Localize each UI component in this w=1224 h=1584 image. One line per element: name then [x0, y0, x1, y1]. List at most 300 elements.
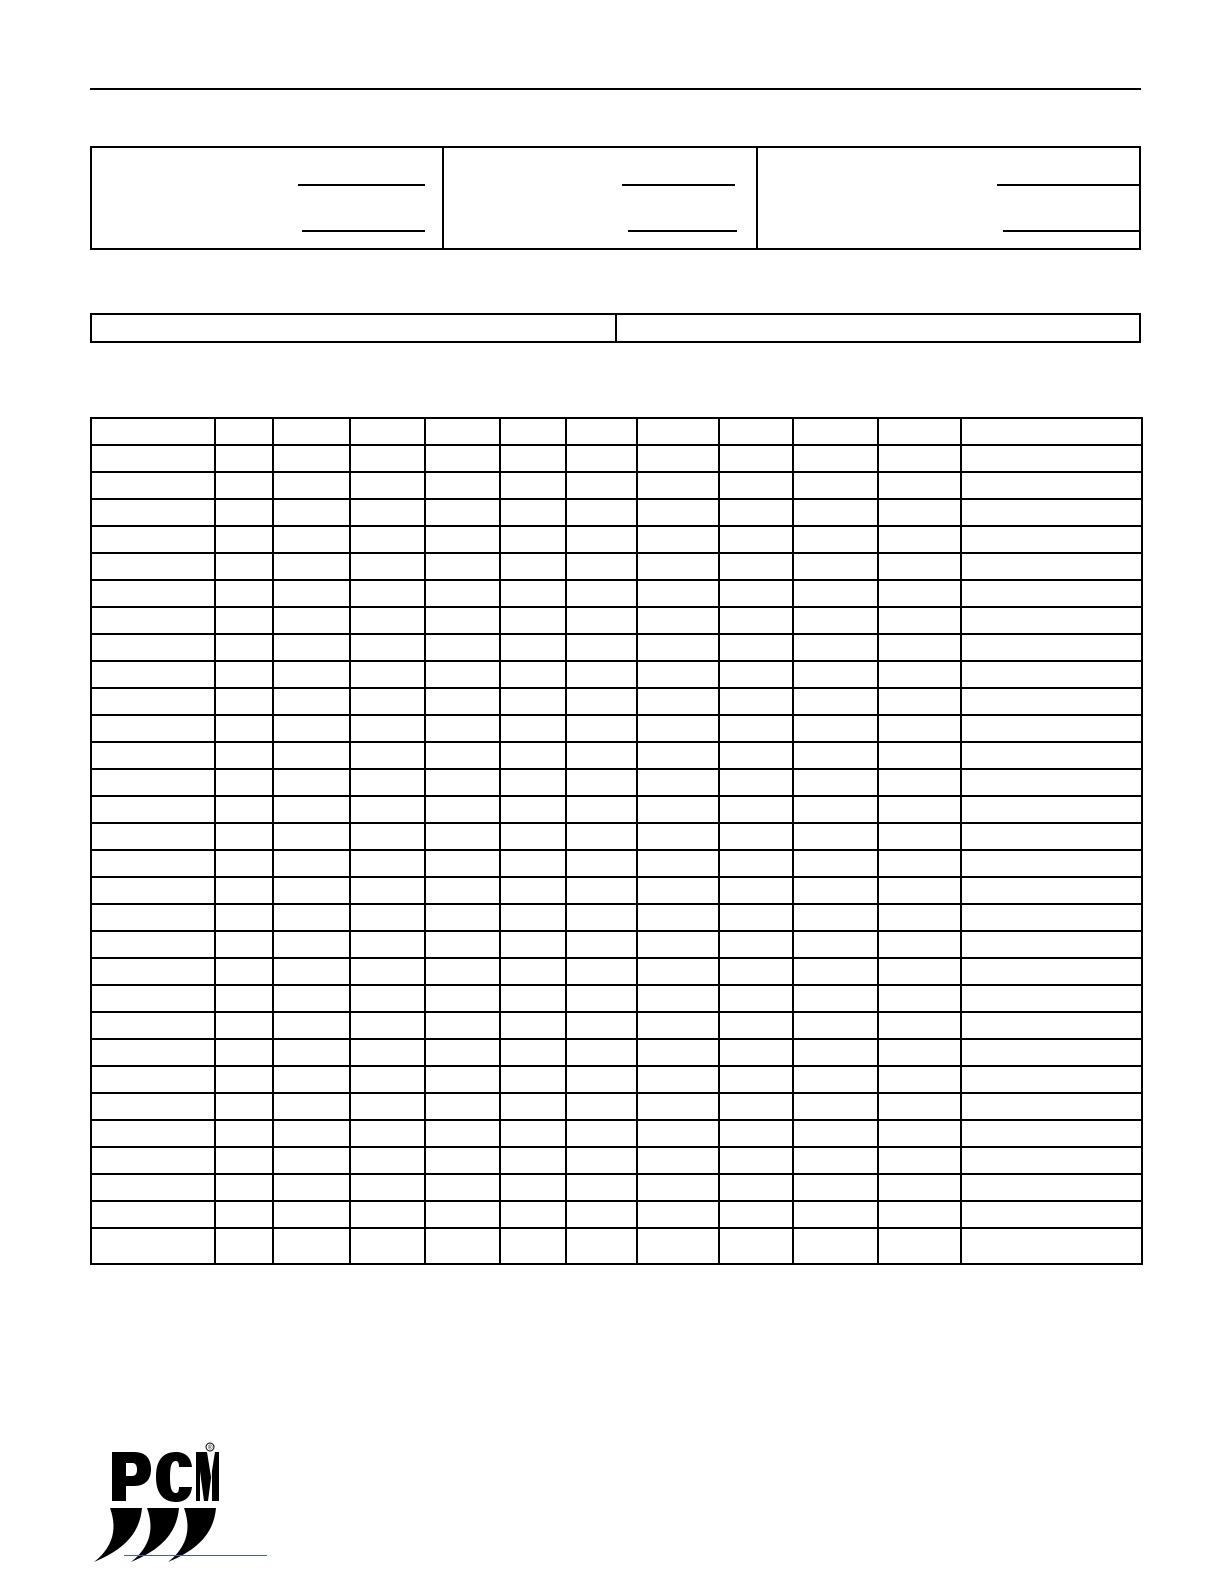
- table-cell[interactable]: [500, 634, 566, 661]
- table-cell[interactable]: [500, 1012, 566, 1039]
- table-cell[interactable]: [793, 958, 878, 985]
- table-cell[interactable]: [961, 742, 1142, 769]
- table-cell[interactable]: [961, 553, 1142, 580]
- table-cell[interactable]: [793, 1039, 878, 1066]
- table-cell[interactable]: [637, 445, 719, 472]
- table-cell[interactable]: [566, 1012, 637, 1039]
- table-cell[interactable]: [637, 688, 719, 715]
- table-cell[interactable]: [637, 1120, 719, 1147]
- table-cell[interactable]: [719, 931, 793, 958]
- table-cell[interactable]: [91, 1012, 215, 1039]
- table-cell[interactable]: [566, 1066, 637, 1093]
- table-cell[interactable]: [637, 1228, 719, 1264]
- table-cell[interactable]: [215, 1066, 273, 1093]
- table-cell[interactable]: [215, 1228, 273, 1264]
- table-cell[interactable]: [425, 904, 500, 931]
- table-cell[interactable]: [425, 1174, 500, 1201]
- table-cell[interactable]: [793, 1147, 878, 1174]
- table-cell[interactable]: [91, 1093, 215, 1120]
- table-cell[interactable]: [961, 1201, 1142, 1228]
- table-cell[interactable]: [566, 1120, 637, 1147]
- blank-field-2[interactable]: [302, 230, 425, 232]
- table-cell[interactable]: [91, 526, 215, 553]
- table-cell[interactable]: [637, 1201, 719, 1228]
- table-cell[interactable]: [91, 958, 215, 985]
- table-cell[interactable]: [637, 796, 719, 823]
- table-cell[interactable]: [350, 1066, 425, 1093]
- table-cell[interactable]: [961, 850, 1142, 877]
- table-cell[interactable]: [878, 472, 961, 499]
- table-cell[interactable]: [215, 850, 273, 877]
- table-cell[interactable]: [878, 418, 961, 445]
- table-cell[interactable]: [425, 1039, 500, 1066]
- table-cell[interactable]: [961, 769, 1142, 796]
- table-cell[interactable]: [91, 1228, 215, 1264]
- table-cell[interactable]: [793, 715, 878, 742]
- table-cell[interactable]: [878, 688, 961, 715]
- table-cell[interactable]: [91, 445, 215, 472]
- table-cell[interactable]: [566, 1174, 637, 1201]
- table-cell[interactable]: [425, 1066, 500, 1093]
- table-cell[interactable]: [425, 1228, 500, 1264]
- table-cell[interactable]: [425, 742, 500, 769]
- table-cell[interactable]: [793, 1012, 878, 1039]
- table-cell[interactable]: [425, 1147, 500, 1174]
- table-cell[interactable]: [566, 418, 637, 445]
- table-cell[interactable]: [793, 688, 878, 715]
- table-cell[interactable]: [566, 634, 637, 661]
- table-cell[interactable]: [215, 445, 273, 472]
- table-cell[interactable]: [350, 688, 425, 715]
- table-cell[interactable]: [215, 1201, 273, 1228]
- table-cell[interactable]: [215, 742, 273, 769]
- table-cell[interactable]: [719, 1066, 793, 1093]
- table-cell[interactable]: [273, 661, 350, 688]
- table-cell[interactable]: [878, 1093, 961, 1120]
- table-cell[interactable]: [273, 607, 350, 634]
- table-cell[interactable]: [961, 1093, 1142, 1120]
- blank-field-6[interactable]: [1003, 230, 1141, 232]
- table-cell[interactable]: [215, 931, 273, 958]
- table-cell[interactable]: [878, 958, 961, 985]
- table-cell[interactable]: [719, 958, 793, 985]
- table-cell[interactable]: [500, 661, 566, 688]
- table-cell[interactable]: [215, 796, 273, 823]
- table-cell[interactable]: [273, 877, 350, 904]
- table-cell[interactable]: [793, 1201, 878, 1228]
- table-cell[interactable]: [500, 1228, 566, 1264]
- table-cell[interactable]: [500, 985, 566, 1012]
- table-cell[interactable]: [273, 499, 350, 526]
- table-cell[interactable]: [350, 553, 425, 580]
- table-cell[interactable]: [961, 877, 1142, 904]
- table-cell[interactable]: [566, 985, 637, 1012]
- table-cell[interactable]: [566, 472, 637, 499]
- table-cell[interactable]: [719, 472, 793, 499]
- table-cell[interactable]: [91, 931, 215, 958]
- table-cell[interactable]: [350, 472, 425, 499]
- table-cell[interactable]: [425, 472, 500, 499]
- table-cell[interactable]: [719, 1147, 793, 1174]
- table-cell[interactable]: [425, 1093, 500, 1120]
- table-cell[interactable]: [500, 931, 566, 958]
- table-cell[interactable]: [637, 742, 719, 769]
- table-cell[interactable]: [793, 634, 878, 661]
- table-cell[interactable]: [215, 472, 273, 499]
- table-cell[interactable]: [878, 661, 961, 688]
- table-cell[interactable]: [425, 958, 500, 985]
- table-cell[interactable]: [566, 715, 637, 742]
- table-cell[interactable]: [425, 931, 500, 958]
- table-cell[interactable]: [961, 1066, 1142, 1093]
- table-cell[interactable]: [719, 634, 793, 661]
- table-cell[interactable]: [793, 877, 878, 904]
- table-cell[interactable]: [215, 499, 273, 526]
- table-cell[interactable]: [719, 526, 793, 553]
- table-cell[interactable]: [273, 742, 350, 769]
- table-cell[interactable]: [215, 1120, 273, 1147]
- table-cell[interactable]: [91, 904, 215, 931]
- table-cell[interactable]: [878, 1066, 961, 1093]
- table-cell[interactable]: [500, 1147, 566, 1174]
- table-cell[interactable]: [273, 769, 350, 796]
- table-cell[interactable]: [961, 1120, 1142, 1147]
- table-cell[interactable]: [350, 526, 425, 553]
- table-cell[interactable]: [91, 1174, 215, 1201]
- table-cell[interactable]: [719, 1012, 793, 1039]
- table-cell[interactable]: [566, 688, 637, 715]
- table-cell[interactable]: [91, 1039, 215, 1066]
- table-cell[interactable]: [500, 742, 566, 769]
- table-cell[interactable]: [425, 823, 500, 850]
- table-cell[interactable]: [215, 526, 273, 553]
- table-cell[interactable]: [500, 1120, 566, 1147]
- table-cell[interactable]: [500, 1066, 566, 1093]
- table-cell[interactable]: [350, 931, 425, 958]
- table-cell[interactable]: [719, 580, 793, 607]
- table-cell[interactable]: [566, 796, 637, 823]
- table-cell[interactable]: [500, 877, 566, 904]
- table-cell[interactable]: [719, 904, 793, 931]
- table-cell[interactable]: [719, 823, 793, 850]
- table-cell[interactable]: [878, 877, 961, 904]
- table-cell[interactable]: [719, 742, 793, 769]
- table-cell[interactable]: [719, 607, 793, 634]
- table-cell[interactable]: [215, 877, 273, 904]
- table-cell[interactable]: [637, 1093, 719, 1120]
- table-cell[interactable]: [91, 1147, 215, 1174]
- table-cell[interactable]: [719, 1039, 793, 1066]
- table-cell[interactable]: [273, 1147, 350, 1174]
- table-cell[interactable]: [273, 1174, 350, 1201]
- table-cell[interactable]: [719, 445, 793, 472]
- table-cell[interactable]: [793, 985, 878, 1012]
- table-cell[interactable]: [215, 553, 273, 580]
- table-cell[interactable]: [961, 445, 1142, 472]
- table-cell[interactable]: [273, 526, 350, 553]
- table-cell[interactable]: [961, 1039, 1142, 1066]
- table-cell[interactable]: [273, 688, 350, 715]
- table-cell[interactable]: [350, 418, 425, 445]
- table-cell[interactable]: [350, 904, 425, 931]
- table-cell[interactable]: [566, 823, 637, 850]
- table-cell[interactable]: [215, 823, 273, 850]
- table-cell[interactable]: [719, 877, 793, 904]
- table-cell[interactable]: [566, 580, 637, 607]
- table-cell[interactable]: [566, 445, 637, 472]
- table-cell[interactable]: [425, 661, 500, 688]
- table-cell[interactable]: [878, 1174, 961, 1201]
- table-cell[interactable]: [273, 580, 350, 607]
- table-cell[interactable]: [91, 769, 215, 796]
- table-cell[interactable]: [91, 877, 215, 904]
- table-cell[interactable]: [566, 769, 637, 796]
- table-cell[interactable]: [350, 445, 425, 472]
- table-cell[interactable]: [350, 742, 425, 769]
- table-cell[interactable]: [566, 904, 637, 931]
- table-cell[interactable]: [273, 553, 350, 580]
- table-cell[interactable]: [215, 958, 273, 985]
- table-cell[interactable]: [91, 418, 215, 445]
- table-cell[interactable]: [793, 1228, 878, 1264]
- table-cell[interactable]: [793, 499, 878, 526]
- table-cell[interactable]: [500, 796, 566, 823]
- table-cell[interactable]: [637, 715, 719, 742]
- table-cell[interactable]: [215, 688, 273, 715]
- table-cell[interactable]: [878, 1120, 961, 1147]
- table-cell[interactable]: [793, 931, 878, 958]
- table-cell[interactable]: [425, 715, 500, 742]
- table-cell[interactable]: [350, 499, 425, 526]
- table-cell[interactable]: [793, 769, 878, 796]
- table-cell[interactable]: [273, 1120, 350, 1147]
- table-cell[interactable]: [961, 661, 1142, 688]
- table-cell[interactable]: [793, 1120, 878, 1147]
- table-cell[interactable]: [719, 1174, 793, 1201]
- table-cell[interactable]: [878, 1039, 961, 1066]
- table-cell[interactable]: [350, 580, 425, 607]
- table-cell[interactable]: [350, 769, 425, 796]
- blank-field-1[interactable]: [298, 184, 425, 186]
- table-cell[interactable]: [637, 580, 719, 607]
- table-cell[interactable]: [878, 769, 961, 796]
- table-cell[interactable]: [350, 607, 425, 634]
- table-cell[interactable]: [215, 1174, 273, 1201]
- table-cell[interactable]: [91, 1120, 215, 1147]
- table-cell[interactable]: [91, 634, 215, 661]
- table-cell[interactable]: [878, 985, 961, 1012]
- table-cell[interactable]: [91, 796, 215, 823]
- table-cell[interactable]: [961, 472, 1142, 499]
- table-cell[interactable]: [793, 850, 878, 877]
- table-cell[interactable]: [566, 1093, 637, 1120]
- table-cell[interactable]: [793, 1174, 878, 1201]
- table-cell[interactable]: [500, 607, 566, 634]
- table-cell[interactable]: [637, 769, 719, 796]
- blank-field-3[interactable]: [622, 184, 735, 186]
- table-cell[interactable]: [273, 634, 350, 661]
- table-cell[interactable]: [793, 553, 878, 580]
- table-cell[interactable]: [566, 850, 637, 877]
- table-cell[interactable]: [719, 688, 793, 715]
- table-cell[interactable]: [215, 580, 273, 607]
- table-cell[interactable]: [793, 580, 878, 607]
- table-cell[interactable]: [273, 1093, 350, 1120]
- table-cell[interactable]: [215, 607, 273, 634]
- table-cell[interactable]: [637, 607, 719, 634]
- table-cell[interactable]: [273, 715, 350, 742]
- table-cell[interactable]: [425, 877, 500, 904]
- table-cell[interactable]: [719, 1120, 793, 1147]
- table-cell[interactable]: [637, 1039, 719, 1066]
- table-cell[interactable]: [637, 418, 719, 445]
- table-cell[interactable]: [500, 526, 566, 553]
- table-cell[interactable]: [91, 823, 215, 850]
- table-cell[interactable]: [425, 1012, 500, 1039]
- table-cell[interactable]: [350, 958, 425, 985]
- table-cell[interactable]: [878, 553, 961, 580]
- table-cell[interactable]: [719, 715, 793, 742]
- footer-link-underline[interactable]: [124, 1555, 267, 1556]
- table-cell[interactable]: [793, 472, 878, 499]
- table-cell[interactable]: [425, 418, 500, 445]
- table-cell[interactable]: [350, 796, 425, 823]
- table-cell[interactable]: [961, 607, 1142, 634]
- table-cell[interactable]: [500, 769, 566, 796]
- table-cell[interactable]: [637, 1174, 719, 1201]
- table-cell[interactable]: [350, 1228, 425, 1264]
- table-cell[interactable]: [637, 823, 719, 850]
- table-cell[interactable]: [566, 526, 637, 553]
- table-cell[interactable]: [425, 445, 500, 472]
- table-cell[interactable]: [91, 985, 215, 1012]
- table-cell[interactable]: [425, 1120, 500, 1147]
- table-cell[interactable]: [878, 742, 961, 769]
- table-cell[interactable]: [215, 1012, 273, 1039]
- table-cell[interactable]: [350, 1201, 425, 1228]
- table-cell[interactable]: [91, 850, 215, 877]
- table-cell[interactable]: [273, 1012, 350, 1039]
- table-cell[interactable]: [91, 715, 215, 742]
- blank-field-4[interactable]: [628, 230, 737, 232]
- table-cell[interactable]: [566, 742, 637, 769]
- table-cell[interactable]: [500, 850, 566, 877]
- table-cell[interactable]: [91, 553, 215, 580]
- table-cell[interactable]: [878, 823, 961, 850]
- table-cell[interactable]: [425, 634, 500, 661]
- table-cell[interactable]: [425, 580, 500, 607]
- table-cell[interactable]: [350, 1174, 425, 1201]
- table-cell[interactable]: [878, 526, 961, 553]
- table-cell[interactable]: [637, 661, 719, 688]
- table-cell[interactable]: [273, 931, 350, 958]
- table-cell[interactable]: [719, 985, 793, 1012]
- table-cell[interactable]: [500, 499, 566, 526]
- table-cell[interactable]: [215, 1093, 273, 1120]
- table-cell[interactable]: [273, 445, 350, 472]
- table-cell[interactable]: [273, 904, 350, 931]
- table-cell[interactable]: [878, 715, 961, 742]
- table-cell[interactable]: [878, 931, 961, 958]
- table-cell[interactable]: [637, 904, 719, 931]
- table-cell[interactable]: [425, 688, 500, 715]
- table-cell[interactable]: [637, 526, 719, 553]
- table-cell[interactable]: [961, 634, 1142, 661]
- table-cell[interactable]: [719, 1228, 793, 1264]
- table-cell[interactable]: [500, 715, 566, 742]
- table-cell[interactable]: [273, 1066, 350, 1093]
- table-cell[interactable]: [566, 931, 637, 958]
- table-cell[interactable]: [878, 1228, 961, 1264]
- table-cell[interactable]: [91, 607, 215, 634]
- table-cell[interactable]: [273, 1228, 350, 1264]
- table-cell[interactable]: [637, 553, 719, 580]
- table-cell[interactable]: [637, 985, 719, 1012]
- table-cell[interactable]: [793, 823, 878, 850]
- table-cell[interactable]: [500, 472, 566, 499]
- table-cell[interactable]: [793, 526, 878, 553]
- table-cell[interactable]: [637, 877, 719, 904]
- table-cell[interactable]: [500, 688, 566, 715]
- table-cell[interactable]: [425, 526, 500, 553]
- table-cell[interactable]: [425, 499, 500, 526]
- table-cell[interactable]: [215, 985, 273, 1012]
- table-cell[interactable]: [566, 958, 637, 985]
- table-cell[interactable]: [350, 661, 425, 688]
- table-cell[interactable]: [350, 1012, 425, 1039]
- table-cell[interactable]: [719, 796, 793, 823]
- table-cell[interactable]: [961, 1012, 1142, 1039]
- table-cell[interactable]: [719, 499, 793, 526]
- table-cell[interactable]: [215, 1039, 273, 1066]
- table-cell[interactable]: [961, 715, 1142, 742]
- table-cell[interactable]: [637, 634, 719, 661]
- table-cell[interactable]: [961, 796, 1142, 823]
- table-cell[interactable]: [878, 634, 961, 661]
- table-cell[interactable]: [878, 796, 961, 823]
- table-cell[interactable]: [215, 715, 273, 742]
- table-cell[interactable]: [961, 823, 1142, 850]
- table-cell[interactable]: [215, 418, 273, 445]
- table-cell[interactable]: [350, 1120, 425, 1147]
- table-cell[interactable]: [91, 742, 215, 769]
- table-cell[interactable]: [500, 823, 566, 850]
- table-cell[interactable]: [719, 850, 793, 877]
- table-cell[interactable]: [91, 580, 215, 607]
- table-cell[interactable]: [91, 661, 215, 688]
- table-cell[interactable]: [273, 823, 350, 850]
- table-cell[interactable]: [91, 472, 215, 499]
- table-cell[interactable]: [273, 418, 350, 445]
- table-cell[interactable]: [793, 796, 878, 823]
- table-cell[interactable]: [793, 607, 878, 634]
- table-cell[interactable]: [500, 958, 566, 985]
- table-cell[interactable]: [350, 634, 425, 661]
- table-cell[interactable]: [793, 1093, 878, 1120]
- table-cell[interactable]: [878, 445, 961, 472]
- table-cell[interactable]: [878, 1201, 961, 1228]
- table-cell[interactable]: [350, 877, 425, 904]
- table-cell[interactable]: [91, 499, 215, 526]
- table-cell[interactable]: [425, 796, 500, 823]
- table-cell[interactable]: [273, 850, 350, 877]
- table-cell[interactable]: [961, 580, 1142, 607]
- table-cell[interactable]: [961, 1228, 1142, 1264]
- table-cell[interactable]: [566, 1228, 637, 1264]
- table-cell[interactable]: [719, 553, 793, 580]
- table-cell[interactable]: [500, 418, 566, 445]
- table-cell[interactable]: [719, 1201, 793, 1228]
